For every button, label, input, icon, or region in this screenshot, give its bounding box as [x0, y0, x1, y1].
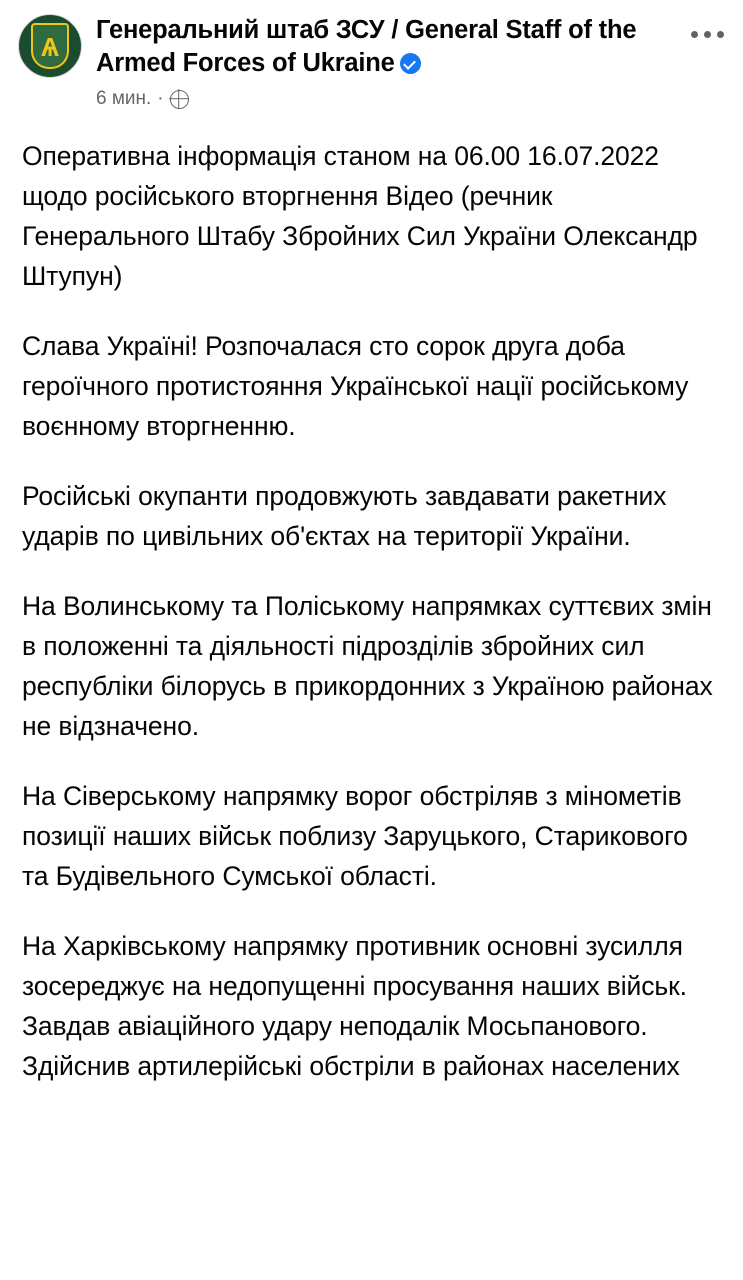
meta-separator: · [157, 88, 164, 109]
post-header [0, 0, 743, 110]
page-name-text: Генеральний штаб ЗСУ / General Staff of the Armed Forces of Ukraine [96, 16, 637, 77]
post-paragraph: На Волинському та Поліському напрямках суттєвих змін в положенні та діяльності підрозділів збройних сил республіки білорусь в прикордонних з Україною районах не відзначено. [22, 591, 713, 741]
post-timestamp[interactable]: 6 мин. [96, 88, 152, 109]
more-dot [691, 31, 698, 38]
page-name[interactable] [96, 14, 679, 80]
post-paragraph: Слава Україні! Розпочалася сто сорок друга доба героїчного протистояння Української нації російському воєнному вторгненню. [22, 331, 689, 441]
post-paragraph: На Харківському напрямку противник основні зусилля зосереджує на недопущенні просування наших військ. Завдав авіаційного удару неподалік Мосьпанового. Здійснив артилерійські обстріли в районах населених [22, 931, 687, 1081]
more-options-icon[interactable] [687, 20, 727, 48]
post-body [0, 110, 743, 1096]
avatar[interactable] [18, 14, 82, 78]
post-paragraph: Оперативна інформація станом на 06.00 16.07.2022 щодо російського вторгнення Відео (речник Генерального Штабу Збройних Сил України Олександр Штупун) [22, 141, 698, 291]
post-header-text [96, 14, 725, 110]
ukraine-trident-icon: Ѧ [41, 32, 59, 63]
post-paragraph: На Сіверському напрямку ворог обстріляв з мінометів позиції наших військ поблизу Заруцького, Старикового та Будівельного Сумської області. [22, 781, 688, 891]
post-paragraph: Російські окупанти продовжують завдавати ракетних ударів по цивільних об'єктах на території України. [22, 481, 667, 551]
more-dot [717, 31, 724, 38]
more-dot [704, 31, 711, 38]
verified-badge-icon [400, 53, 421, 74]
globe-icon[interactable] [170, 90, 189, 109]
post-meta [96, 88, 679, 110]
